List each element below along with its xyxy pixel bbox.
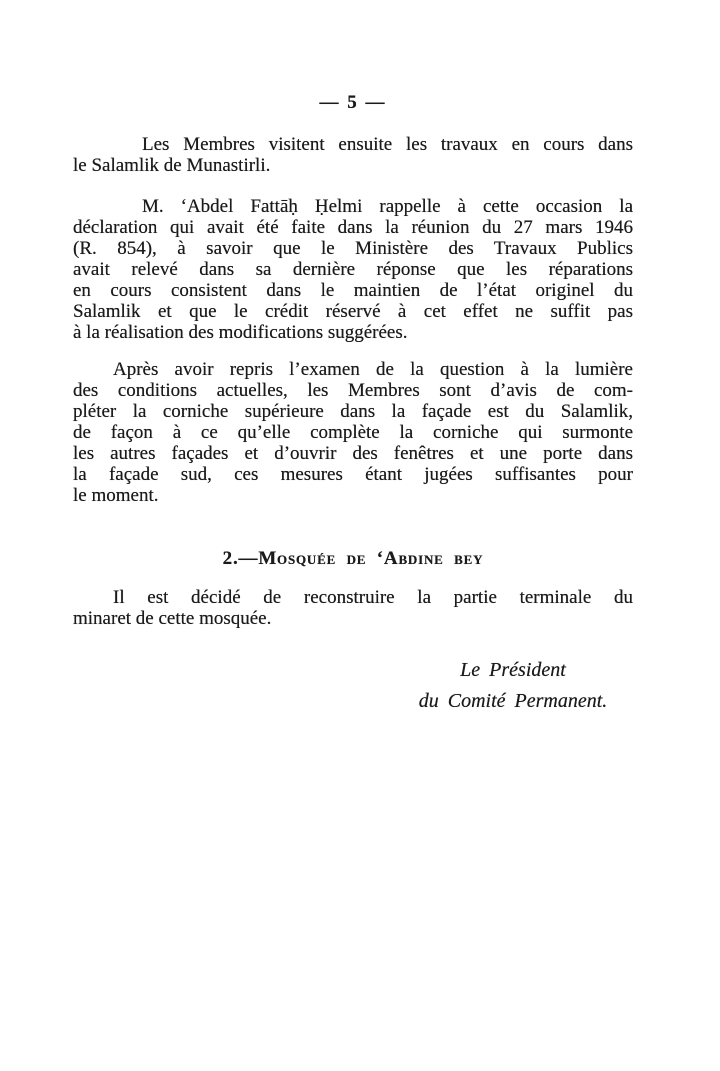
text-line: avait relevé dans sa dernière réponse que les réparations <box>73 259 633 280</box>
text-line: à la réalisation des modifications suggérées. <box>73 322 408 343</box>
text-line: des conditions actuelles, les Membres sont d’avis de com- <box>73 380 633 401</box>
text-line: Les Membres visitent ensuite les travaux en cours dans <box>142 134 633 155</box>
section-heading-mosquee-abdine-bey: 2.—Mosquée de ‘Abdine bey <box>222 548 484 569</box>
text-line: le Salamlik de Munastirli. <box>73 155 271 176</box>
text-line: de façon à ce qu’elle complète la corniche qui surmonte <box>73 422 633 443</box>
signature-block <box>373 655 653 717</box>
text-line: minaret de cette mosquée. <box>73 608 272 629</box>
text-line: la façade sud, ces mesures étant jugées suffisantes pour <box>73 464 633 485</box>
page-number: — 5 — <box>319 92 387 113</box>
signature-subtitle: du Comité Permanent. <box>418 690 608 712</box>
text-line: en cours consistent dans le maintien de l’état originel du <box>73 280 633 301</box>
text-line: Il est décidé de reconstruire la partie terminale du <box>113 587 633 608</box>
text-line: Après avoir repris l’examen de la question à la lumière <box>113 359 633 380</box>
text-line: déclaration qui avait été faite dans la réunion du 27 mars 1946 <box>73 217 633 238</box>
paragraph-minaret-decision <box>73 587 633 629</box>
text-line: Salamlik et que le crédit réservé à cet effet ne suffit pas <box>73 301 633 322</box>
paragraph-corniche-decision <box>73 359 633 506</box>
text-line: M. ‘Abdel Fattāḥ Ḥelmi rappelle à cette occasion la <box>142 196 633 217</box>
document-page <box>73 0 633 717</box>
paragraph-salamlik-visit <box>73 134 633 176</box>
text-line: pléter la corniche supérieure dans la façade est du Salamlik, <box>73 401 633 422</box>
text-line: les autres façades et d’ouvrir des fenêtres et une porte dans <box>73 443 633 464</box>
signature-title: Le Président <box>460 659 566 681</box>
text-line: le moment. <box>73 485 159 506</box>
paragraph-helmi-declaration <box>73 196 633 343</box>
text-line: (R. 854), à savoir que le Ministère des Travaux Publics <box>73 238 633 259</box>
